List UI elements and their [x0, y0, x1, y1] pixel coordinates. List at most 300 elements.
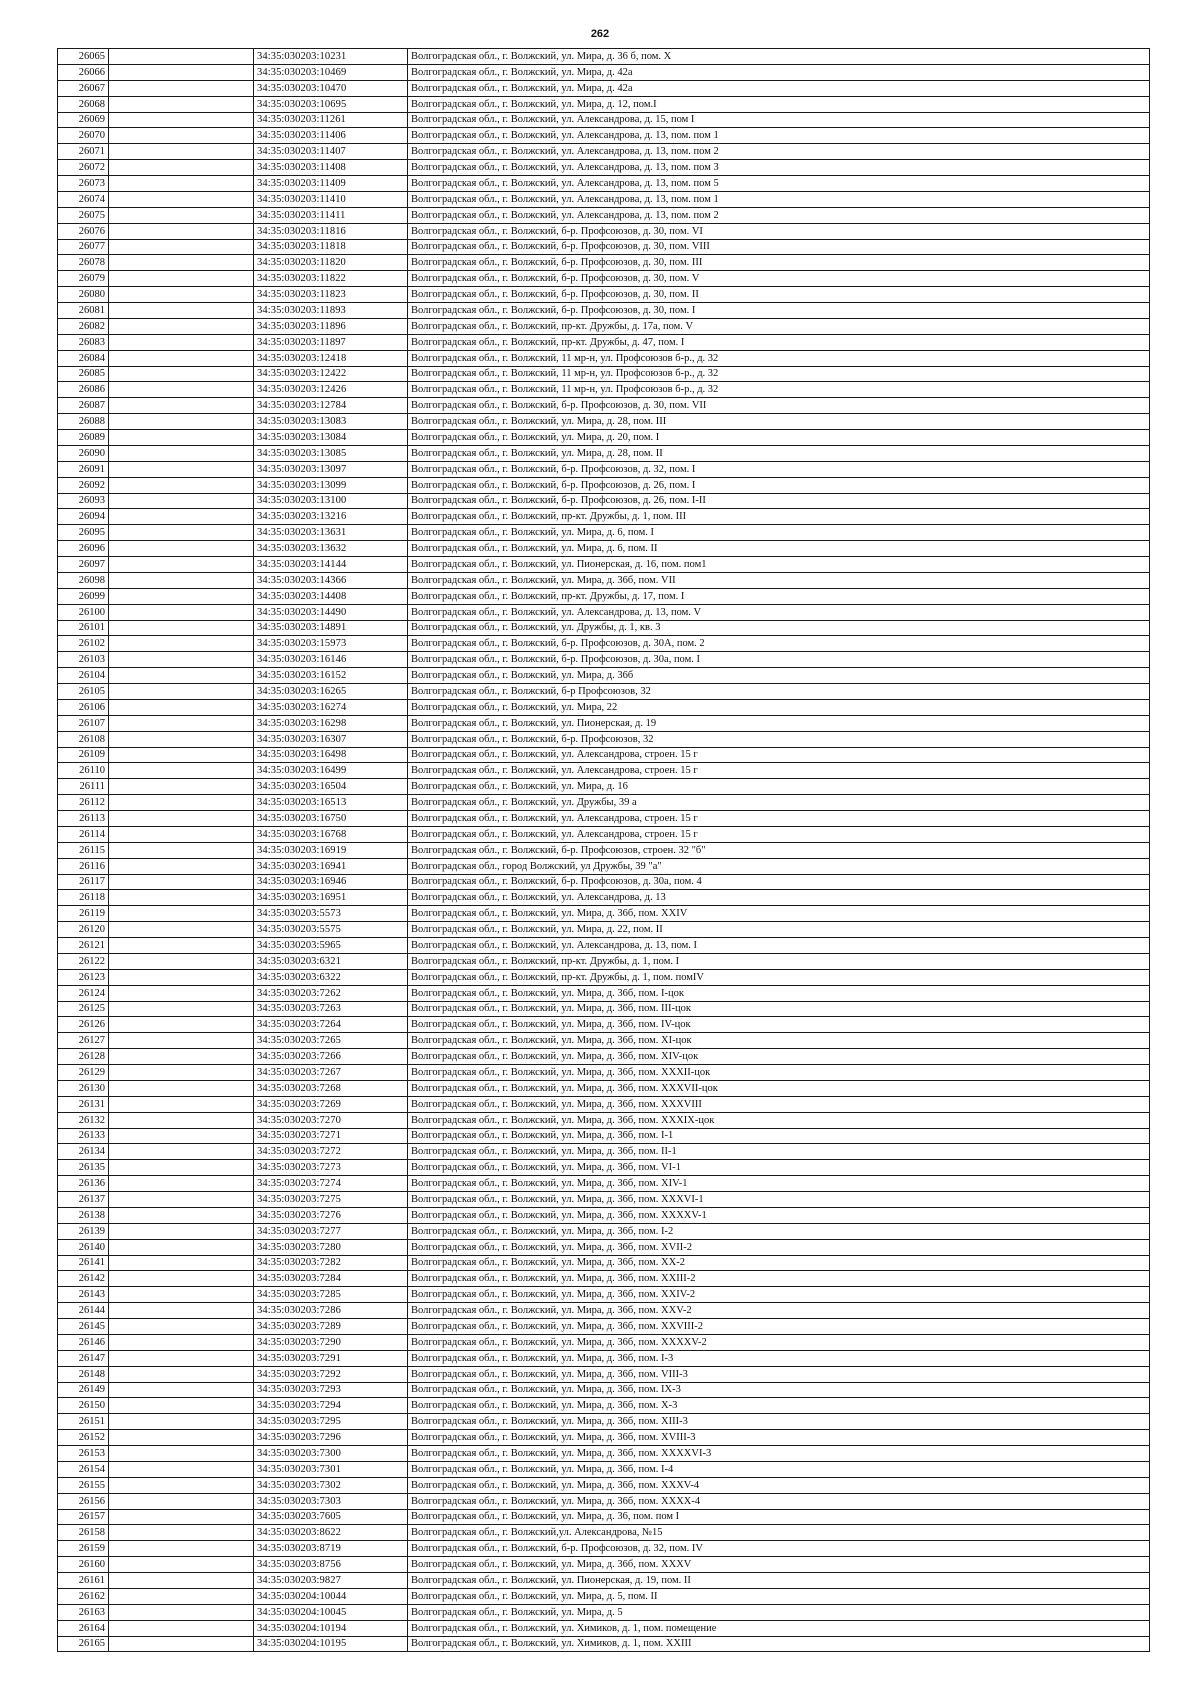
table-row: [58, 271, 1150, 287]
table-row: [58, 1477, 1150, 1493]
address: Волгоградская обл., г. Волжский, ул. Химиков, д. 1, пом. помещение: [408, 1620, 1150, 1636]
row-number: 26104: [58, 668, 109, 684]
blank-cell: [109, 191, 254, 207]
blank-cell: [109, 541, 254, 557]
table-row: [58, 1080, 1150, 1096]
address: Волгоградская обл., г. Волжский, ул. Мира, д. 36б, пом. XXIV-2: [408, 1287, 1150, 1303]
blank-cell: [109, 1065, 254, 1081]
row-number: 26123: [58, 969, 109, 985]
address: Волгоградская обл., г. Волжский, б-р. Профсоюзов, д. 32, пом. I: [408, 461, 1150, 477]
blank-cell: [109, 207, 254, 223]
cadastral-number: 34:35:030203:7268: [254, 1080, 408, 1096]
row-number: 26103: [58, 652, 109, 668]
table-row: [58, 874, 1150, 890]
cadastral-number: 34:35:030203:7303: [254, 1493, 408, 1509]
cadastral-number: 34:35:030203:7300: [254, 1446, 408, 1462]
row-number: 26083: [58, 334, 109, 350]
address: Волгоградская обл., г. Волжский, ул. Пионерская, д. 19: [408, 715, 1150, 731]
blank-cell: [109, 1509, 254, 1525]
cadastral-number: 34:35:030203:7284: [254, 1271, 408, 1287]
blank-cell: [109, 684, 254, 700]
table-row: [58, 239, 1150, 255]
cadastral-number: 34:35:030203:7282: [254, 1255, 408, 1271]
table-row: [58, 668, 1150, 684]
address: Волгоградская обл., г. Волжский, ул. Мира, д. 36б, пом. X-3: [408, 1398, 1150, 1414]
row-number: 26159: [58, 1541, 109, 1557]
blank-cell: [109, 96, 254, 112]
cadastral-number: 34:35:030203:11818: [254, 239, 408, 255]
row-number: 26131: [58, 1096, 109, 1112]
row-number: 26130: [58, 1080, 109, 1096]
cadastral-number: 34:35:030204:10044: [254, 1588, 408, 1604]
cadastral-number: 34:35:030203:14366: [254, 572, 408, 588]
table-row: [58, 636, 1150, 652]
address: Волгоградская обл., г. Волжский, ул. Мира, д. 36б, пом. XXXV-4: [408, 1477, 1150, 1493]
address: Волгоградская обл., г. Волжский, ул. Мира, д. 28, пом. II: [408, 445, 1150, 461]
row-number: 26075: [58, 207, 109, 223]
table-row: [58, 176, 1150, 192]
blank-cell: [109, 271, 254, 287]
blank-cell: [109, 287, 254, 303]
address: Волгоградская обл., г. Волжский, ул. Мира, д. 36б, пом. XXVIII-2: [408, 1319, 1150, 1335]
blank-cell: [109, 1001, 254, 1017]
row-number: 26110: [58, 763, 109, 779]
table-row: [58, 1160, 1150, 1176]
row-number: 26069: [58, 112, 109, 128]
cadastral-number: 34:35:030203:7296: [254, 1430, 408, 1446]
table-row: [58, 223, 1150, 239]
table-row: [58, 1604, 1150, 1620]
row-number: 26135: [58, 1160, 109, 1176]
address: Волгоградская обл., г. Волжский, ул. Мира, д. 28, пом. III: [408, 414, 1150, 430]
table-row: [58, 1192, 1150, 1208]
blank-cell: [109, 1525, 254, 1541]
table-body: [58, 49, 1150, 1652]
address: Волгоградская обл., г. Волжский, ул. Александрова, д. 13, пом. пом 2: [408, 144, 1150, 160]
row-number: 26080: [58, 287, 109, 303]
row-number: 26152: [58, 1430, 109, 1446]
cadastral-number: 34:35:030203:16152: [254, 668, 408, 684]
address: Волгоградская обл., г. Волжский, ул. Александрова, строен. 15 г: [408, 747, 1150, 763]
table-row: [58, 1239, 1150, 1255]
cadastral-number: 34:35:030203:7270: [254, 1112, 408, 1128]
address: Волгоградская обл., г. Волжский, б-р. Профсоюзов, д. 30а, пом. 4: [408, 874, 1150, 890]
address: Волгоградская обл., г. Волжский, ул. Мира, д. 36б, пом. VI-1: [408, 1160, 1150, 1176]
row-number: 26093: [58, 493, 109, 509]
blank-cell: [109, 604, 254, 620]
table-row: [58, 779, 1150, 795]
row-number: 26077: [58, 239, 109, 255]
address: Волгоградская обл., г. Волжский, б-р. Профсоюзов, д. 26, пом. I: [408, 477, 1150, 493]
table-row: [58, 1065, 1150, 1081]
address: Волгоградская обл., г. Волжский, ул. Мира, д. 36б, пом. XXXVII-цок: [408, 1080, 1150, 1096]
blank-cell: [109, 334, 254, 350]
address: Волгоградская обл., г. Волжский, ул. Мира, д. 36б, пом. XX-2: [408, 1255, 1150, 1271]
row-number: 26114: [58, 826, 109, 842]
table-row: [58, 160, 1150, 176]
blank-cell: [109, 811, 254, 827]
page-number: 262: [590, 28, 610, 40]
row-number: 26121: [58, 938, 109, 954]
cadastral-number: 34:35:030203:7285: [254, 1287, 408, 1303]
cadastral-number: 34:35:030203:7605: [254, 1509, 408, 1525]
address: Волгоградская обл., г. Волжский, 11 мр-н, ул. Профсоюзов б-р., д. 32: [408, 350, 1150, 366]
cadastral-number: 34:35:030203:11816: [254, 223, 408, 239]
address: Волгоградская обл., г. Волжский, пр-кт. Дружбы, д. 1, пом. III: [408, 509, 1150, 525]
address: Волгоградская обл., г. Волжский, ул. Мира, д. 36б, пом. IV-цок: [408, 1017, 1150, 1033]
address: Волгоградская обл., г. Волжский, ул. Мира, д. 36б, пом. XXXXV-2: [408, 1334, 1150, 1350]
blank-cell: [109, 1573, 254, 1589]
table-row: [58, 96, 1150, 112]
row-number: 26122: [58, 953, 109, 969]
row-number: 26156: [58, 1493, 109, 1509]
cadastral-number: 34:35:030203:13099: [254, 477, 408, 493]
blank-cell: [109, 1366, 254, 1382]
blank-cell: [109, 890, 254, 906]
address: Волгоградская обл., г. Волжский, ул. Мира, д. 36 б, пом. X: [408, 49, 1150, 65]
address: Волгоградская обл., г. Волжский, б-р. Профсоюзов, д. 30, пом. VI: [408, 223, 1150, 239]
row-number: 26138: [58, 1207, 109, 1223]
cadastral-number: 34:35:030203:14490: [254, 604, 408, 620]
blank-cell: [109, 1541, 254, 1557]
blank-cell: [109, 1207, 254, 1223]
row-number: 26082: [58, 318, 109, 334]
address: Волгоградская обл., г. Волжский, ул. Мира, д. 36б, пом. XVIII-3: [408, 1430, 1150, 1446]
address: Волгоградская обл., г. Волжский, б-р. Профсоюзов, 32: [408, 731, 1150, 747]
table-row: [58, 906, 1150, 922]
blank-cell: [109, 80, 254, 96]
row-number: 26101: [58, 620, 109, 636]
table-row: [58, 445, 1150, 461]
address: Волгоградская обл., г. Волжский, ул. Мира, д. 36б, пом. XXXIX-цок: [408, 1112, 1150, 1128]
row-number: 26111: [58, 779, 109, 795]
blank-cell: [109, 842, 254, 858]
table-row: [58, 64, 1150, 80]
cadastral-number: 34:35:030203:16307: [254, 731, 408, 747]
address: Волгоградская обл., г. Волжский, ул. Александрова, д. 13, пом. V: [408, 604, 1150, 620]
cadastral-number: 34:35:030203:7272: [254, 1144, 408, 1160]
table-row: [58, 1255, 1150, 1271]
address: Волгоградская обл., г. Волжский, б-р. Профсоюзов, строен. 32 "б": [408, 842, 1150, 858]
blank-cell: [109, 1604, 254, 1620]
address: Волгоградская обл., г. Волжский, б-р. Профсоюзов, д. 30, пом. I: [408, 303, 1150, 319]
cadastral-number: 34:35:030203:8756: [254, 1557, 408, 1573]
row-number: 26155: [58, 1477, 109, 1493]
table-row: [58, 398, 1150, 414]
blank-cell: [109, 112, 254, 128]
blank-cell: [109, 652, 254, 668]
blank-cell: [109, 1271, 254, 1287]
blank-cell: [109, 255, 254, 271]
row-number: 26157: [58, 1509, 109, 1525]
table-row: [58, 858, 1150, 874]
row-number: 26106: [58, 699, 109, 715]
row-number: 26120: [58, 922, 109, 938]
blank-cell: [109, 1192, 254, 1208]
row-number: 26073: [58, 176, 109, 192]
address: Волгоградская обл., г. Волжский, ул. Мира, д. 36б, пом. XIII-3: [408, 1414, 1150, 1430]
cadastral-number: 34:35:030203:7263: [254, 1001, 408, 1017]
cadastral-number: 34:35:030203:16750: [254, 811, 408, 827]
address: Волгоградская обл., г. Волжский, ул. Мира, д. 42а: [408, 64, 1150, 80]
cadastral-number: 34:35:030203:13632: [254, 541, 408, 557]
table-row: [58, 1350, 1150, 1366]
cadastral-number: 34:35:030203:13097: [254, 461, 408, 477]
table-row: [58, 1049, 1150, 1065]
table-row: [58, 461, 1150, 477]
table-row: [58, 1033, 1150, 1049]
table-row: [58, 1096, 1150, 1112]
address: Волгоградская обл., г. Волжский, ул. Мира, д. 36б, пом. I-4: [408, 1461, 1150, 1477]
row-number: 26118: [58, 890, 109, 906]
row-number: 26151: [58, 1414, 109, 1430]
row-number: 26165: [58, 1636, 109, 1652]
address: Волгоградская обл., г. Волжский, ул. Мира, д. 36б, пом. XIV-цок: [408, 1049, 1150, 1065]
address: Волгоградская обл., г. Волжский, ул. Александрова, д. 13: [408, 890, 1150, 906]
cadastral-number: 34:35:030203:7265: [254, 1033, 408, 1049]
address: Волгоградская обл., г. Волжский, ул. Мира, д. 36б, пом. IX-3: [408, 1382, 1150, 1398]
row-number: 26105: [58, 684, 109, 700]
row-number: 26090: [58, 445, 109, 461]
blank-cell: [109, 922, 254, 938]
blank-cell: [109, 795, 254, 811]
blank-cell: [109, 1033, 254, 1049]
address: Волгоградская обл., г. Волжский, ул. Мира, д. 36б, пом. XXV-2: [408, 1303, 1150, 1319]
blank-cell: [109, 318, 254, 334]
blank-cell: [109, 1588, 254, 1604]
table-row: [58, 604, 1150, 620]
address: Волгоградская обл., г. Волжский, ул. Мира, д. 36б, пом. I-1: [408, 1128, 1150, 1144]
cadastral-number: 34:35:030203:16498: [254, 747, 408, 763]
blank-cell: [109, 414, 254, 430]
row-number: 26124: [58, 985, 109, 1001]
blank-cell: [109, 1128, 254, 1144]
table-row: [58, 1446, 1150, 1462]
cadastral-number: 34:35:030203:7271: [254, 1128, 408, 1144]
address: Волгоградская обл., г. Волжский, ул. Мира, д. 36б, пом. XXXII-цок: [408, 1065, 1150, 1081]
row-number: 26153: [58, 1446, 109, 1462]
address: Волгоградская обл., г. Волжский, ул. Александрова, д. 13, пом. пом 5: [408, 176, 1150, 192]
cadastral-number: 34:35:030203:8622: [254, 1525, 408, 1541]
address: Волгоградская обл., г. Волжский, б-р. Профсоюзов, д. 30, пом. VII: [408, 398, 1150, 414]
address: Волгоградская обл., г. Волжский, ул. Мира, д. 6, пом. I: [408, 525, 1150, 541]
address: Волгоградская обл., г. Волжский, ул. Александрова, д. 13, пом. пом 1: [408, 191, 1150, 207]
row-number: 26127: [58, 1033, 109, 1049]
table-row: [58, 207, 1150, 223]
address: Волгоградская обл., г. Волжский, ул. Александрова, д. 13, пом. пом 3: [408, 160, 1150, 176]
row-number: 26137: [58, 1192, 109, 1208]
blank-cell: [109, 969, 254, 985]
table-row: [58, 826, 1150, 842]
address: Волгоградская обл., г. Волжский, ул. Пионерская, д. 16, пом. пом1: [408, 557, 1150, 573]
table-row: [58, 1017, 1150, 1033]
address: Волгоградская обл., г. Волжский, пр-кт. Дружбы, д. 1, пом. I: [408, 953, 1150, 969]
address: Волгоградская обл., г. Волжский, ул. Дружбы, 39 а: [408, 795, 1150, 811]
cadastral-number: 34:35:030203:16146: [254, 652, 408, 668]
row-number: 26099: [58, 588, 109, 604]
row-number: 26084: [58, 350, 109, 366]
blank-cell: [109, 1319, 254, 1335]
cadastral-number: 34:35:030203:14408: [254, 588, 408, 604]
address: Волгоградская обл., г. Волжский, ул. Александрова, д. 13, пом. пом 1: [408, 128, 1150, 144]
blank-cell: [109, 1350, 254, 1366]
address: Волгоградская обл., г. Волжский, ул. Мира, 22: [408, 699, 1150, 715]
blank-cell: [109, 1461, 254, 1477]
address: Волгоградская обл., г. Волжский, 11 мр-н, ул. Профсоюзов б-р., д. 32: [408, 382, 1150, 398]
address: Волгоградская обл., г. Волжский, ул. Мира, д. 36б, пом. XXXX-4: [408, 1493, 1150, 1509]
cadastral-number: 34:35:030203:5575: [254, 922, 408, 938]
cadastral-number: 34:35:030203:10695: [254, 96, 408, 112]
blank-cell: [109, 858, 254, 874]
table-row: [58, 334, 1150, 350]
table-row: [58, 191, 1150, 207]
blank-cell: [109, 668, 254, 684]
row-number: 26109: [58, 747, 109, 763]
cadastral-number: 34:35:030203:7301: [254, 1461, 408, 1477]
cadastral-number: 34:35:030203:16946: [254, 874, 408, 890]
table-row: [58, 763, 1150, 779]
cadastral-number: 34:35:030203:5573: [254, 906, 408, 922]
address: Волгоградская обл., г. Волжский, ул. Мира, д. 42а: [408, 80, 1150, 96]
cadastral-number: 34:35:030203:7273: [254, 1160, 408, 1176]
table-row: [58, 588, 1150, 604]
cadastral-number: 34:35:030203:16298: [254, 715, 408, 731]
row-number: 26164: [58, 1620, 109, 1636]
address: Волгоградская обл., г. Волжский, б-р. Профсоюзов, д. 30, пом. II: [408, 287, 1150, 303]
blank-cell: [109, 64, 254, 80]
table-row: [58, 715, 1150, 731]
cadastral-number: 34:35:030203:7289: [254, 1319, 408, 1335]
address: Волгоградская обл., г. Волжский, ул. Мира, д. 20, пом. I: [408, 430, 1150, 446]
table-row: [58, 1493, 1150, 1509]
address: Волгоградская обл., г. Волжский, ул. Пионерская, д. 19, пом. II: [408, 1573, 1150, 1589]
blank-cell: [109, 176, 254, 192]
blank-cell: [109, 1144, 254, 1160]
row-number: 26086: [58, 382, 109, 398]
table-row: [58, 1334, 1150, 1350]
cadastral-number: 34:35:030203:13084: [254, 430, 408, 446]
cadastral-number: 34:35:030203:16274: [254, 699, 408, 715]
table-row: [58, 620, 1150, 636]
row-number: 26076: [58, 223, 109, 239]
address: Волгоградская обл., г. Волжский, ул. Мира, д. 36б, пом. XXXVIII: [408, 1096, 1150, 1112]
address: Волгоградская обл., г. Волжский, б-р. Профсоюзов, д. 30а, пом. I: [408, 652, 1150, 668]
cadastral-number: 34:35:030203:16504: [254, 779, 408, 795]
address: Волгоградская обл., г. Волжский, б-р. Профсоюзов, д. 30, пом. III: [408, 255, 1150, 271]
table-row: [58, 382, 1150, 398]
blank-cell: [109, 1620, 254, 1636]
blank-cell: [109, 1446, 254, 1462]
row-number: 26128: [58, 1049, 109, 1065]
cadastral-number: 34:35:030203:12418: [254, 350, 408, 366]
blank-cell: [109, 1493, 254, 1509]
row-number: 26115: [58, 842, 109, 858]
cadastral-number: 34:35:030203:16513: [254, 795, 408, 811]
address: Волгоградская обл., г. Волжский, пр-кт. Дружбы, д. 17, пом. I: [408, 588, 1150, 604]
table-row: [58, 1319, 1150, 1335]
row-number: 26071: [58, 144, 109, 160]
cadastral-number: 34:35:030203:11897: [254, 334, 408, 350]
blank-cell: [109, 826, 254, 842]
cadastral-number: 34:35:030203:7294: [254, 1398, 408, 1414]
blank-cell: [109, 1398, 254, 1414]
table-row: [58, 1223, 1150, 1239]
cadastral-number: 34:35:030203:7293: [254, 1382, 408, 1398]
blank-cell: [109, 223, 254, 239]
blank-cell: [109, 366, 254, 382]
address: Волгоградская обл., г. Волжский, ул. Александрова, д. 13, пом. I: [408, 938, 1150, 954]
row-number: 26089: [58, 430, 109, 446]
cadastral-number: 34:35:030203:16941: [254, 858, 408, 874]
blank-cell: [109, 1049, 254, 1065]
row-number: 26147: [58, 1350, 109, 1366]
address: Волгоградская обл., г. Волжский, ул. Мира, д. 6, пом. II: [408, 541, 1150, 557]
address: Волгоградская обл., г. Волжский, ул. Мира, д. 36б, пом. VII: [408, 572, 1150, 588]
address: Волгоградская обл., г. Волжский, ул. Мира, д. 36б, пом. II-1: [408, 1144, 1150, 1160]
row-number: 26108: [58, 731, 109, 747]
blank-cell: [109, 874, 254, 890]
cadastral-number: 34:35:030203:7286: [254, 1303, 408, 1319]
address: Волгоградская обл., г. Волжский, ул. Мира, д. 5: [408, 1604, 1150, 1620]
blank-cell: [109, 1477, 254, 1493]
table-row: [58, 414, 1150, 430]
row-number: 26133: [58, 1128, 109, 1144]
row-number: 26112: [58, 795, 109, 811]
row-number: 26085: [58, 366, 109, 382]
table-row: [58, 255, 1150, 271]
cadastral-number: 34:35:030203:12426: [254, 382, 408, 398]
blank-cell: [109, 1382, 254, 1398]
table-row: [58, 318, 1150, 334]
blank-cell: [109, 1303, 254, 1319]
cadastral-number: 34:35:030203:14144: [254, 557, 408, 573]
property-register-table: [57, 48, 1150, 1652]
address: Волгоградская обл., г. Волжский,ул. Александрова, №15: [408, 1525, 1150, 1541]
cadastral-number: 34:35:030204:10045: [254, 1604, 408, 1620]
table-row: [58, 795, 1150, 811]
row-number: 26102: [58, 636, 109, 652]
address: Волгоградская обл., г. Волжский, ул. Мира, д. 36б, пом. I-3: [408, 1350, 1150, 1366]
table-row: [58, 1398, 1150, 1414]
table-row: [58, 1461, 1150, 1477]
table-row: [58, 1382, 1150, 1398]
row-number: 26149: [58, 1382, 109, 1398]
blank-cell: [109, 557, 254, 573]
row-number: 26070: [58, 128, 109, 144]
address: Волгоградская обл., город Волжский, ул Дружбы, 39 "а": [408, 858, 1150, 874]
table-row: [58, 112, 1150, 128]
row-number: 26129: [58, 1065, 109, 1081]
table-row: [58, 80, 1150, 96]
cadastral-number: 34:35:030203:12784: [254, 398, 408, 414]
blank-cell: [109, 763, 254, 779]
cadastral-number: 34:35:030203:7280: [254, 1239, 408, 1255]
blank-cell: [109, 1017, 254, 1033]
table-row: [58, 1366, 1150, 1382]
cadastral-number: 34:35:030203:5965: [254, 938, 408, 954]
table-row: [58, 366, 1150, 382]
cadastral-number: 34:35:030203:16768: [254, 826, 408, 842]
table-row: [58, 303, 1150, 319]
blank-cell: [109, 1430, 254, 1446]
table-row: [58, 1112, 1150, 1128]
address: Волгоградская обл., г. Волжский, ул. Александрова, д. 13, пом. пом 2: [408, 207, 1150, 223]
table-row: [58, 1271, 1150, 1287]
address: Волгоградская обл., г. Волжский, ул. Мира, д. 36б, пом. XXXV: [408, 1557, 1150, 1573]
table-row: [58, 1207, 1150, 1223]
row-number: 26161: [58, 1573, 109, 1589]
blank-cell: [109, 350, 254, 366]
